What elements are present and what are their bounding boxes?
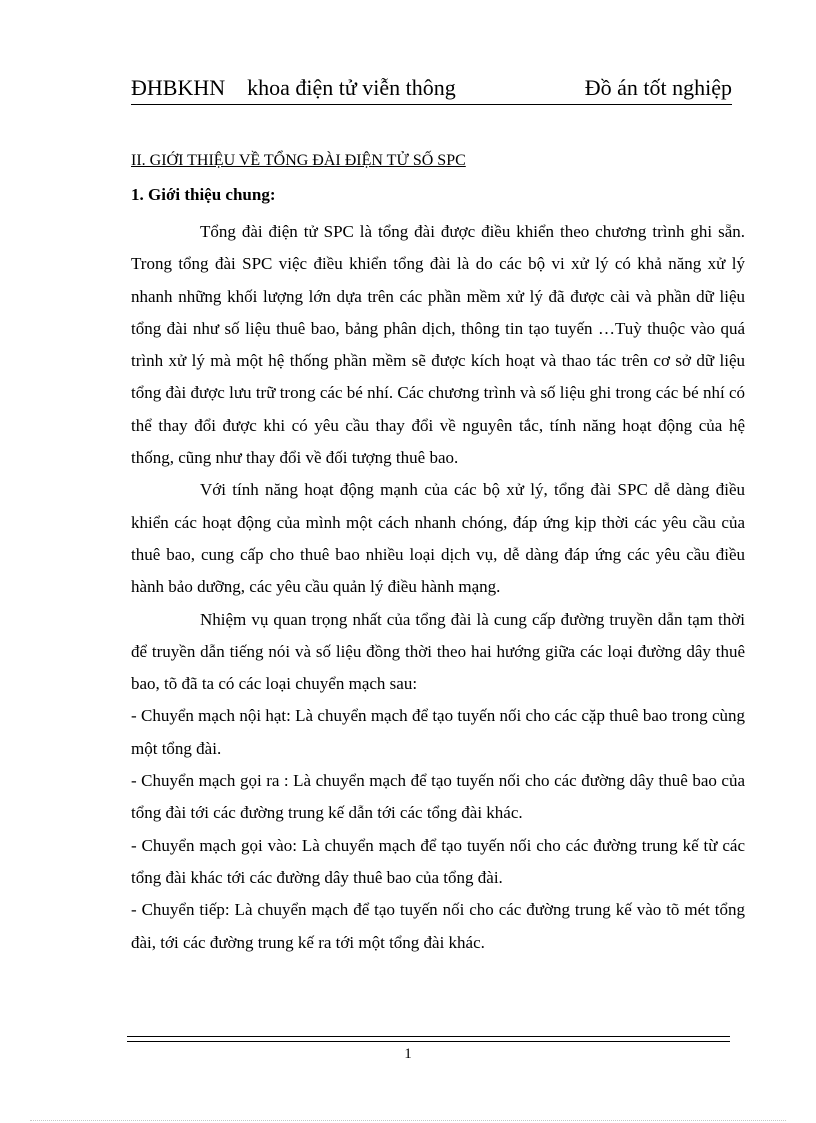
list-item: - Chuyển mạch gọi ra : Là chuyển mạch để tạo tuyến nối cho các đường dây thuê bao của tổng đài tới các đường trung kế dẫn tới các tổng đài khác. — [131, 771, 745, 823]
footer-divider — [127, 1036, 730, 1042]
list-item: - Chuyển mạch gọi vào: Là chuyển mạch để tạo tuyến nối cho các đường trung kế từ các tổng đài khác tới các đường dây thuê bao của tổng đài. — [131, 835, 745, 887]
paragraph: Nhiệm vụ quan trọng nhất của tổng đài là cung cấp đường truyền dẫn tạm thời để truyền dẫn tiếng nói và số liệu đồng thời theo hai hướng giữa các loại đường dây thuê bao, tõ đã ta có các loại chuyển mạch sau: — [131, 609, 745, 694]
page-number: 1 — [404, 1046, 412, 1062]
paragraph: Với tính năng hoạt động mạnh của các bộ xử lý, tổng đài SPC dễ dàng điều khiển các hoạt động của mình một cách nhanh chóng, đáp ứng kịp thời các yêu cầu của thuê bao, cung cấp cho thuê bao nhiều loại dịch vụ, dễ dàng đáp ứng các yêu cầu điều hành bảo dưỡng, các yêu cầu quản lý điều hành mạng. — [131, 480, 745, 597]
header-left-text: ĐHBKHN khoa điện tử viễn thông — [131, 75, 456, 100]
subsection-title: 1. Giới thiệu chung: — [131, 185, 276, 204]
list-item: - Chuyển tiếp: Là chuyển mạch để tạo tuyến nối cho các đường trung kế vào tõ mét tổng đài, tới các đường trung kế ra tới một tổng đài khác. — [131, 900, 745, 952]
page-bottom-border — [30, 1120, 786, 1121]
paragraph: Tổng đài điện tử SPC là tổng đài được điều khiển theo chương trình ghi sẵn. Trong tổng đài SPC việc điều khiển tổng đài là do các bộ vi xử lý có khả năng xử lý nhanh những khối lượng lớn dựa trên các phần mềm xử lý đã được cài và phần dữ liệu tổng đài như số liệu thuê bao, bảng phân dịch, thông tin tạo tuyến …Tuỳ thuộc vào quá trình xử lý mà một hệ thống phần mềm sẽ được kích hoạt và thao tác trên cơ sở dữ liệu tổng đài được lưu trữ trong các bé nhí. Các chương trình và số liệu ghi trong các bé nhí có thể thay đổi được khi có yêu cầu thay đổi về nguyên tắc, tính năng hoạt động của hệ thống, cũng như thay đổi về đối tượng thuê bao. — [131, 222, 745, 468]
page-header — [131, 72, 732, 105]
document-body — [131, 148, 745, 959]
section-title: II. GIỚI THIỆU VỀ TỔNG ĐÀI ĐIỆN TỬ SỐ SPC — [131, 152, 466, 169]
header-right-text: Đồ án tốt nghiệp — [584, 75, 732, 100]
list-item: - Chuyển mạch nội hạt: Là chuyển mạch để tạo tuyến nối cho các cặp thuê bao trong cùng một tổng đài. — [131, 706, 745, 758]
